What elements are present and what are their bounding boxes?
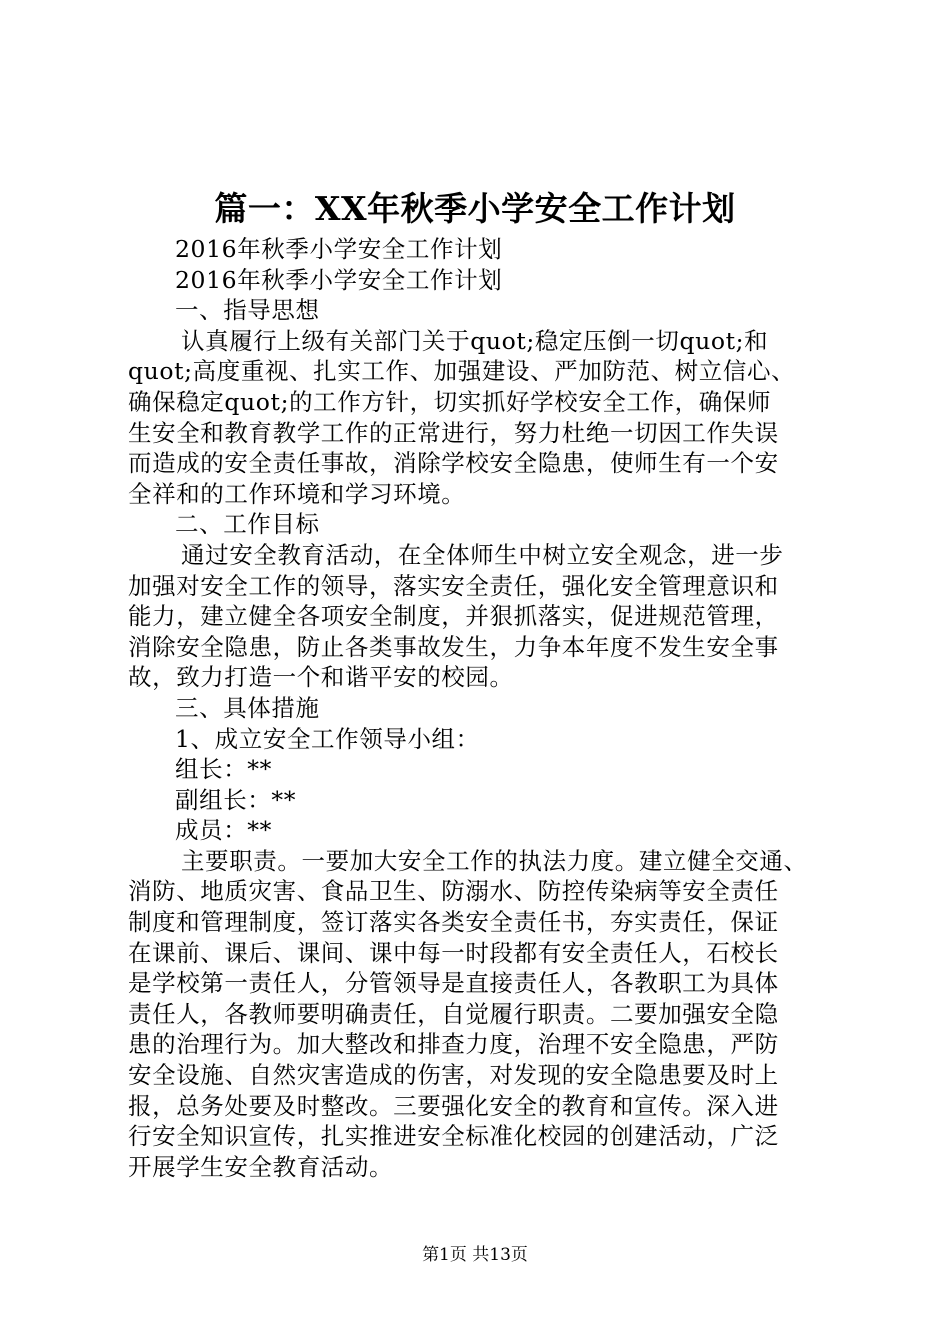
paragraph-line: 开展学生安全教育活动。 xyxy=(128,1152,394,1181)
paragraph-line: quot;高度重视、扎实工作、加强建设、严加防范、树立信心、 xyxy=(128,357,796,386)
paragraph-line: 报，总务处要及时整改。三要强化安全的教育和宣传。深入进 xyxy=(128,1091,779,1120)
page-number-footer: 第1页 共13页 xyxy=(422,1245,528,1265)
list-item: 1、成立安全工作领导小组： xyxy=(175,724,480,753)
paragraph-line: 能力，建立健全各项安全制度，并狠抓落实，促进规范管理， xyxy=(128,602,779,631)
paragraph-line: 制度和管理制度，签订落实各类安全责任书，夯实责任，保证 xyxy=(128,908,779,937)
list-item: 成员：** xyxy=(175,816,272,845)
paragraph-line: 而造成的安全责任事故，消除学校安全隐患，使师生有一个安 xyxy=(128,449,779,478)
paragraph-line: 故，致力打造一个和谐平安的校园。 xyxy=(128,663,514,692)
paragraph-line: 是学校第一责任人，分管领导是直接责任人，各教职工为具体 xyxy=(128,969,779,998)
section-heading: 二、工作目标 xyxy=(175,510,320,539)
document-body xyxy=(128,234,832,1182)
paragraph-line: 认真履行上级有关部门关于quot;稳定压倒一切quot;和 xyxy=(181,326,769,355)
paragraph-line: 患的治理行为。加大整改和排查力度，治理不安全隐患，严防 xyxy=(128,1030,779,1059)
subtitle-line: 2016年秋季小学安全工作计划 xyxy=(175,235,503,263)
paragraph-line: 主要职责。一要加大安全工作的执法力度。建立健全交通、 xyxy=(181,846,808,875)
section-heading: 一、指导思想 xyxy=(175,296,320,325)
paragraph-line: 安全设施、自然灾害造成的伤害，对发现的安全隐患要及时上 xyxy=(128,1061,779,1090)
paragraph-line: 行安全知识宣传，扎实推进安全标准化校园的创建活动，广泛 xyxy=(128,1122,779,1151)
section-heading: 三、具体措施 xyxy=(175,693,320,722)
subtitle-line: 2016年秋季小学安全工作计划 xyxy=(175,265,503,294)
paragraph-line: 确保稳定quot;的工作方针，切实抓好学校安全工作，确保师 xyxy=(128,387,772,416)
list-item: 组长：** xyxy=(175,755,272,784)
paragraph-line: 责任人，各教师要明确责任，自觉履行职责。二要加强安全隐 xyxy=(128,999,779,1028)
paragraph-line: 加强对安全工作的领导，落实安全责任，强化安全管理意识和 xyxy=(128,571,779,600)
list-item: 副组长：** xyxy=(175,785,297,814)
paragraph-line: 通过安全教育活动，在全体师生中树立安全观念，进一步 xyxy=(181,540,784,569)
paragraph-line: 生安全和教育教学工作的正常进行，努力杜绝一切因工作失误 xyxy=(128,418,779,447)
paragraph-line: 全祥和的工作环境和学习环境。 xyxy=(128,479,466,508)
paragraph-line: 消除安全隐患，防止各类事故发生，力争本年度不发生安全事 xyxy=(128,632,779,661)
paragraph-line: 在课前、课后、课间、课中每一时段都有安全责任人，石校长 xyxy=(128,938,779,967)
paragraph-line: 消防、地质灾害、食品卫生、防溺水、防控传染病等安全责任 xyxy=(128,877,779,906)
document-title: 篇一：XX年秋季小学安全工作计划 xyxy=(214,189,736,228)
